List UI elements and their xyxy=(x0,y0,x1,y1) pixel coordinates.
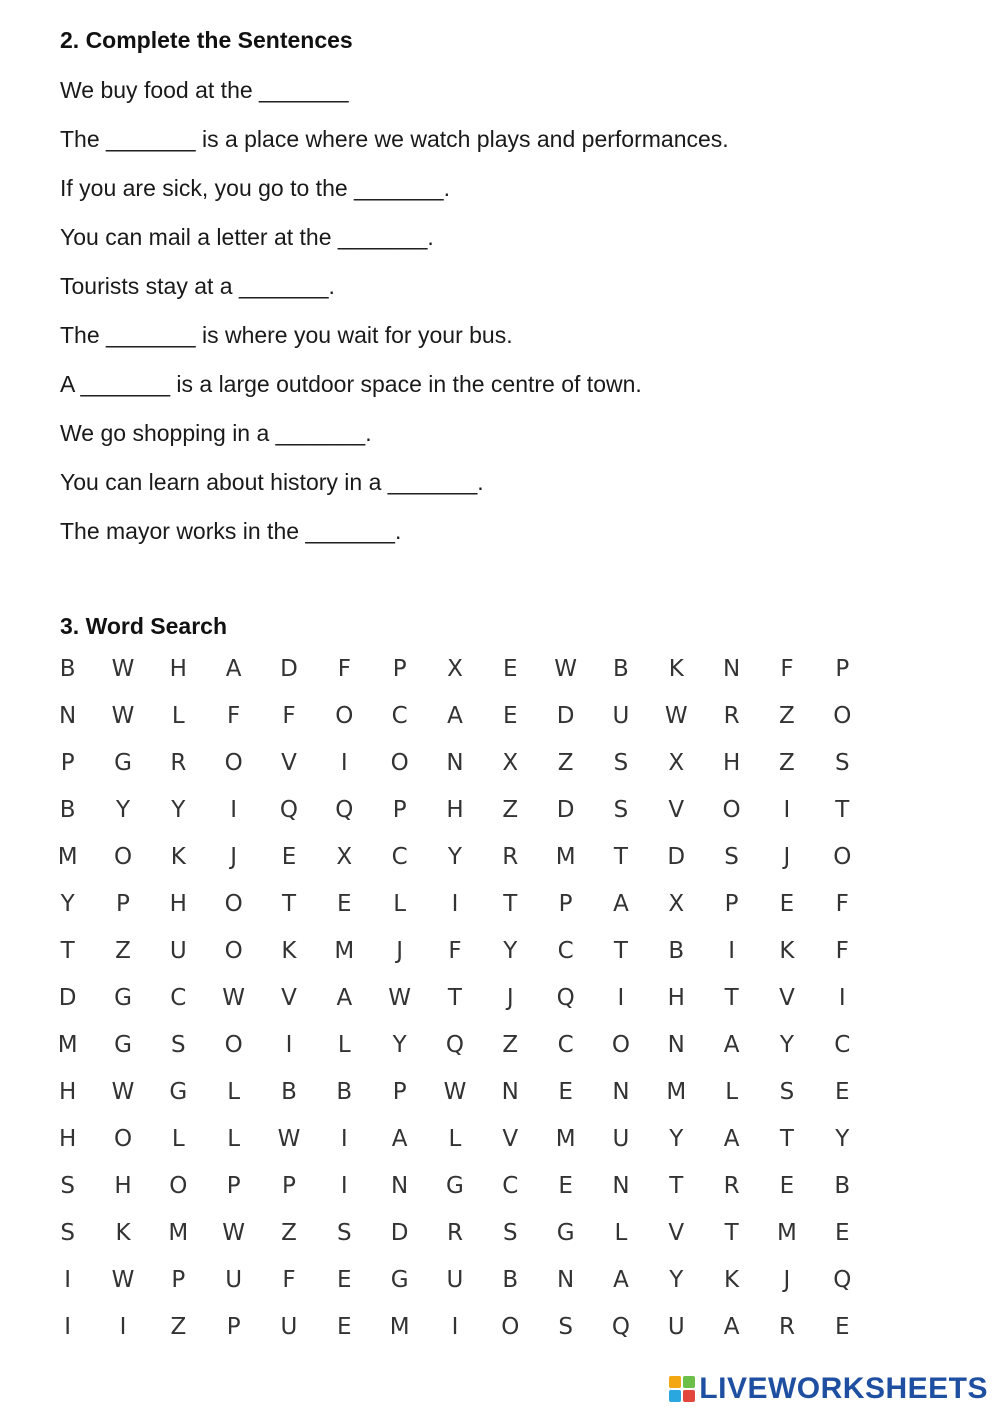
grid-letter[interactable]: E xyxy=(834,1079,850,1105)
grid-letter[interactable]: B xyxy=(59,797,76,823)
liveworksheets-logo-icon xyxy=(669,1376,695,1402)
grid-letter[interactable]: W xyxy=(111,656,135,682)
sentence-item: Tourists stay at a _______. xyxy=(60,273,335,299)
grid-letter[interactable]: U xyxy=(280,1314,298,1340)
grid-letter[interactable]: R xyxy=(502,844,519,870)
grid-letter[interactable]: N xyxy=(501,1079,519,1105)
grid-row xyxy=(40,1305,870,1352)
grid-letter[interactable]: I xyxy=(728,938,735,964)
grid-letter[interactable]: A xyxy=(723,1314,740,1340)
sentence-item: The mayor works in the _______. xyxy=(60,518,402,544)
grid-letter[interactable]: T xyxy=(613,844,628,870)
sentence-item: A _______ is a large outdoor space in the centre of town. xyxy=(60,371,642,397)
grid-letter[interactable]: K xyxy=(779,938,795,964)
grid-letter[interactable]: P xyxy=(835,656,850,682)
grid-letter[interactable]: Y xyxy=(669,1126,684,1152)
grid-letter[interactable]: O xyxy=(833,703,852,729)
grid-letter[interactable]: A xyxy=(723,1126,740,1152)
sentence-item: If you are sick, you go to the _______. xyxy=(60,175,450,201)
grid-letter[interactable]: L xyxy=(227,1126,241,1152)
grid-letter[interactable]: E xyxy=(281,844,297,870)
grid-letter[interactable]: S xyxy=(502,1220,518,1246)
grid-letter[interactable]: Q xyxy=(556,985,575,1011)
grid-letter[interactable]: W xyxy=(554,656,577,682)
grid-letter[interactable]: F xyxy=(282,703,296,729)
grid-letter[interactable]: B xyxy=(834,1173,851,1199)
grid-letter[interactable]: S xyxy=(613,750,629,776)
grid-letter[interactable]: G xyxy=(114,1032,132,1058)
grid-letter[interactable]: Z xyxy=(557,750,574,776)
grid-letter[interactable]: P xyxy=(282,1173,296,1199)
grid-letter[interactable]: C xyxy=(557,1032,574,1058)
grid-letter[interactable]: C xyxy=(834,1032,851,1058)
grid-letter[interactable]: C xyxy=(391,844,408,870)
grid-letter[interactable]: W xyxy=(443,1079,467,1105)
grid-letter[interactable]: E xyxy=(503,656,518,682)
section-title-word-search: 3. Word Search xyxy=(60,613,228,639)
grid-letter[interactable]: G xyxy=(390,1267,409,1293)
grid-letter[interactable]: F xyxy=(835,891,849,917)
grid-letter[interactable]: U xyxy=(612,703,630,729)
grid-letter[interactable]: T xyxy=(835,797,850,823)
grid-letter[interactable]: S xyxy=(60,1220,75,1246)
grid-letter[interactable]: D xyxy=(556,703,575,729)
grid-letter[interactable]: I xyxy=(64,1267,72,1293)
word-search-grid xyxy=(40,647,870,1352)
grid-letter[interactable]: O xyxy=(390,750,409,776)
grid-letter[interactable]: K xyxy=(115,1220,131,1246)
grid-letter[interactable]: D xyxy=(58,985,77,1011)
grid-letter[interactable]: V xyxy=(281,985,297,1011)
grid-letter[interactable]: U xyxy=(169,938,187,964)
grid-letter[interactable]: L xyxy=(393,891,407,917)
grid-letter[interactable]: M xyxy=(389,1314,410,1340)
grid-letter[interactable]: G xyxy=(114,985,132,1011)
grid-letter[interactable]: E xyxy=(337,1314,352,1340)
grid-letter[interactable]: J xyxy=(783,1267,791,1293)
grid-letter[interactable]: H xyxy=(59,1079,77,1105)
grid-row xyxy=(40,741,870,788)
grid-letter[interactable]: E xyxy=(558,1173,573,1199)
grid-letter[interactable]: W xyxy=(388,985,411,1011)
grid-letter[interactable]: P xyxy=(226,1314,241,1340)
grid-row xyxy=(40,882,870,929)
grid-letter[interactable]: P xyxy=(171,1267,186,1293)
grid-letter[interactable]: G xyxy=(446,1173,464,1199)
liveworksheets-branding xyxy=(669,1372,988,1406)
grid-letter[interactable]: R xyxy=(778,1314,795,1340)
grid-letter[interactable]: U xyxy=(446,1267,464,1293)
grid-letter[interactable]: Y xyxy=(115,797,131,823)
grid-row xyxy=(40,694,870,741)
grid-letter[interactable]: P xyxy=(392,656,407,682)
grid-letter[interactable]: B xyxy=(502,1267,519,1293)
grid-letter[interactable]: D xyxy=(390,1220,409,1246)
grid-letter[interactable]: E xyxy=(779,891,795,917)
grid-letter[interactable]: W xyxy=(111,1267,135,1293)
grid-letter[interactable]: U xyxy=(667,1314,685,1340)
sentence-item: You can learn about history in a _______. xyxy=(60,469,484,495)
grid-letter[interactable]: R xyxy=(723,1173,740,1199)
grid-letter[interactable]: Y xyxy=(392,1032,407,1058)
grid-letter[interactable]: F xyxy=(282,1267,296,1293)
grid-letter[interactable]: N xyxy=(391,1173,409,1199)
grid-letter[interactable]: B xyxy=(613,656,629,682)
grid-letter[interactable]: Z xyxy=(281,1220,297,1246)
grid-letter[interactable]: T xyxy=(447,985,462,1011)
grid-letter[interactable]: T xyxy=(669,1173,684,1199)
grid-letter[interactable]: X xyxy=(447,656,463,682)
grid-letter[interactable]: X xyxy=(668,891,685,917)
sentence-item: The _______ is where you wait for your bus. xyxy=(60,322,513,348)
grid-letter[interactable]: H xyxy=(169,656,187,682)
grid-letter[interactable]: R xyxy=(723,703,740,729)
grid-letter[interactable]: E xyxy=(834,1314,850,1340)
grid-letter[interactable]: F xyxy=(227,703,241,729)
grid-letter[interactable]: Z xyxy=(779,703,795,729)
section-title-complete-sentences: 2. Complete the Sentences xyxy=(60,27,353,53)
grid-letter[interactable]: Q xyxy=(445,1032,465,1058)
grid-letter[interactable]: H xyxy=(446,797,464,823)
grid-letter[interactable]: M xyxy=(334,938,355,964)
grid-row xyxy=(40,1023,870,1070)
grid-letter[interactable]: M xyxy=(666,1079,687,1105)
grid-letter[interactable]: J xyxy=(506,985,514,1011)
grid-letter[interactable]: X xyxy=(502,750,519,776)
grid-letter[interactable]: V xyxy=(779,985,795,1011)
grid-letter[interactable]: Y xyxy=(171,797,186,823)
grid-letter[interactable]: G xyxy=(556,1220,575,1246)
grid-letter[interactable]: S xyxy=(834,750,850,776)
grid-letter[interactable]: V xyxy=(668,1220,685,1246)
logo-square xyxy=(683,1376,695,1388)
sentence-item: The _______ is a place where we watch plays and performances. xyxy=(60,126,729,152)
grid-letter[interactable]: T xyxy=(281,891,296,917)
grid-letter[interactable]: C xyxy=(502,1173,519,1199)
grid-letter[interactable]: Y xyxy=(779,1032,794,1058)
grid-letter[interactable]: O xyxy=(169,1173,188,1199)
grid-letter[interactable]: W xyxy=(111,703,135,729)
grid-letter[interactable]: Z xyxy=(502,797,519,823)
grid-letter[interactable]: K xyxy=(170,844,186,870)
grid-letter[interactable]: G xyxy=(114,750,132,776)
grid-letter[interactable]: N xyxy=(446,750,464,776)
grid-letter[interactable]: L xyxy=(448,1126,462,1152)
grid-letter[interactable]: E xyxy=(337,891,352,917)
logo-square xyxy=(669,1376,681,1388)
grid-letter[interactable]: E xyxy=(558,1079,573,1105)
grid-letter[interactable]: Z xyxy=(502,1032,519,1058)
grid-letter[interactable]: T xyxy=(724,985,739,1011)
grid-row xyxy=(40,976,870,1023)
grid-letter[interactable]: L xyxy=(171,703,185,729)
grid-letter[interactable]: T xyxy=(779,1126,794,1152)
grid-letter[interactable]: V xyxy=(281,750,297,776)
grid-letter[interactable]: I xyxy=(617,985,625,1011)
grid-letter[interactable]: L xyxy=(337,1032,351,1058)
grid-letter[interactable]: N xyxy=(667,1032,685,1058)
grid-letter[interactable]: C xyxy=(170,985,187,1011)
grid-letter[interactable]: I xyxy=(451,891,459,917)
grid-letter[interactable]: M xyxy=(57,1032,78,1058)
grid-letter[interactable]: C xyxy=(391,703,408,729)
grid-letter[interactable]: J xyxy=(783,844,791,870)
grid-letter[interactable]: K xyxy=(281,938,297,964)
grid-letter[interactable]: V xyxy=(668,797,685,823)
grid-letter[interactable]: P xyxy=(60,750,75,776)
grid-row xyxy=(40,1211,870,1258)
grid-letter[interactable]: J xyxy=(230,844,238,870)
grid-letter[interactable]: O xyxy=(224,891,243,917)
grid-letter[interactable]: P xyxy=(392,1079,407,1105)
grid-letter[interactable]: F xyxy=(780,656,794,682)
grid-letter[interactable]: L xyxy=(227,1079,241,1105)
grid-letter[interactable]: N xyxy=(612,1173,630,1199)
brand-name: LIVEWORKSHEETS xyxy=(699,1372,988,1405)
grid-row xyxy=(40,1117,870,1164)
grid-row xyxy=(40,1164,870,1211)
grid-letter[interactable]: S xyxy=(337,1220,352,1246)
grid-letter[interactable]: A xyxy=(225,656,242,682)
grid-letter[interactable]: F xyxy=(835,938,849,964)
grid-row xyxy=(40,1070,870,1117)
grid-letter[interactable]: Q xyxy=(611,1314,630,1340)
grid-letter[interactable]: O xyxy=(113,844,133,870)
grid-letter[interactable]: P xyxy=(116,891,130,917)
grid-letter[interactable]: Y xyxy=(835,1126,850,1152)
grid-row xyxy=(40,647,870,694)
grid-letter[interactable]: Z xyxy=(115,938,131,964)
grid-letter[interactable]: U xyxy=(612,1126,630,1152)
grid-letter[interactable]: O xyxy=(833,844,852,870)
grid-letter[interactable]: W xyxy=(277,1126,301,1152)
grid-letter[interactable]: S xyxy=(60,1173,75,1199)
logo-square xyxy=(669,1390,681,1402)
grid-letter[interactable]: O xyxy=(224,938,243,964)
grid-letter[interactable]: D xyxy=(556,797,575,823)
grid-letter[interactable]: I xyxy=(451,1314,459,1340)
grid-letter[interactable]: N xyxy=(557,1267,575,1293)
grid-letter[interactable]: H xyxy=(114,1173,132,1199)
grid-letter[interactable]: H xyxy=(667,985,685,1011)
sentence-list xyxy=(60,74,729,564)
grid-letter[interactable]: G xyxy=(169,1079,188,1105)
grid-letter[interactable]: C xyxy=(557,938,574,964)
grid-letter[interactable]: H xyxy=(59,1126,77,1152)
grid-letter[interactable]: V xyxy=(502,1126,519,1152)
grid-letter[interactable]: W xyxy=(222,1220,246,1246)
grid-letter[interactable]: L xyxy=(171,1126,185,1152)
grid-letter[interactable]: W xyxy=(664,703,688,729)
grid-letter[interactable]: Q xyxy=(833,1267,852,1293)
grid-letter[interactable]: I xyxy=(783,797,791,823)
grid-letter[interactable]: I xyxy=(340,1126,348,1152)
grid-letter[interactable]: M xyxy=(555,1126,576,1152)
grid-letter[interactable]: M xyxy=(555,844,576,870)
grid-letter[interactable]: Y xyxy=(503,938,518,964)
grid-letter[interactable]: M xyxy=(57,844,78,870)
grid-letter[interactable]: W xyxy=(222,985,246,1011)
grid-letter[interactable]: E xyxy=(503,703,518,729)
grid-letter[interactable]: N xyxy=(612,1079,630,1105)
grid-letter[interactable]: H xyxy=(722,750,741,776)
grid-letter[interactable]: I xyxy=(285,1032,293,1058)
grid-letter[interactable]: A xyxy=(447,703,463,729)
grid-letter[interactable]: X xyxy=(336,844,353,870)
grid-row xyxy=(40,929,870,976)
grid-letter[interactable]: M xyxy=(777,1220,797,1246)
grid-letter[interactable]: U xyxy=(225,1267,243,1293)
grid-letter[interactable]: E xyxy=(834,1220,850,1246)
grid-letter[interactable]: P xyxy=(558,891,573,917)
grid-letter[interactable]: A xyxy=(391,1126,408,1152)
sentence-item: We go shopping in a _______. xyxy=(60,420,372,446)
grid-letter[interactable]: K xyxy=(668,656,684,682)
grid-letter[interactable]: R xyxy=(170,750,187,776)
grid-letter[interactable]: F xyxy=(448,938,462,964)
grid-letter[interactable]: I xyxy=(230,797,238,823)
grid-letter[interactable]: D xyxy=(280,656,298,682)
grid-letter[interactable]: S xyxy=(613,797,629,823)
grid-letter[interactable]: B xyxy=(668,938,685,964)
grid-letter[interactable]: S xyxy=(779,1079,795,1105)
grid-letter[interactable]: J xyxy=(396,938,404,964)
grid-letter[interactable]: I xyxy=(64,1314,72,1340)
grid-letter[interactable]: S xyxy=(724,844,739,870)
grid-letter[interactable]: Y xyxy=(60,891,75,917)
grid-letter[interactable]: T xyxy=(724,1220,739,1246)
grid-letter[interactable]: O xyxy=(113,1126,133,1152)
grid-letter[interactable]: K xyxy=(724,1267,740,1293)
grid-letter[interactable]: O xyxy=(335,703,354,729)
grid-letter[interactable]: R xyxy=(446,1220,463,1246)
grid-letter[interactable]: Q xyxy=(279,797,299,823)
grid-letter[interactable]: O xyxy=(224,750,243,776)
grid-letter[interactable]: X xyxy=(668,750,685,776)
grid-letter[interactable]: T xyxy=(503,891,518,917)
grid-row xyxy=(40,788,870,835)
grid-letter[interactable]: H xyxy=(169,891,187,917)
grid-letter[interactable]: N xyxy=(722,656,741,682)
grid-letter[interactable]: I xyxy=(119,1314,127,1340)
grid-letter[interactable]: D xyxy=(667,844,686,870)
grid-letter[interactable]: Z xyxy=(170,1314,187,1340)
grid-letter[interactable]: P xyxy=(724,891,739,917)
grid-letter[interactable]: F xyxy=(337,656,351,682)
grid-letter[interactable]: A xyxy=(723,1032,740,1058)
grid-letter[interactable]: Q xyxy=(335,797,354,823)
sentence-item: We buy food at the _______ xyxy=(60,77,349,103)
grid-letter[interactable]: O xyxy=(501,1314,520,1340)
grid-letter[interactable]: L xyxy=(725,1079,739,1105)
grid-row xyxy=(40,1258,870,1305)
grid-letter[interactable]: B xyxy=(281,1079,297,1105)
grid-letter[interactable]: Z xyxy=(779,750,795,776)
grid-letter[interactable]: O xyxy=(611,1032,630,1058)
grid-letter[interactable]: I xyxy=(340,1173,348,1199)
grid-letter[interactable]: Y xyxy=(669,1267,684,1293)
grid-letter[interactable]: I xyxy=(340,750,348,776)
grid-letter[interactable]: M xyxy=(168,1220,189,1246)
grid-letter[interactable]: B xyxy=(59,656,76,682)
grid-letter[interactable]: P xyxy=(226,1173,241,1199)
grid-letter[interactable]: A xyxy=(336,985,353,1011)
grid-letter[interactable]: O xyxy=(224,1032,243,1058)
grid-letter[interactable]: I xyxy=(838,985,846,1011)
grid-letter[interactable]: Y xyxy=(447,844,462,870)
grid-letter[interactable]: A xyxy=(613,891,629,917)
grid-letter[interactable]: N xyxy=(59,703,77,729)
grid-letter[interactable]: S xyxy=(558,1314,573,1340)
sentence-item: You can mail a letter at the _______. xyxy=(60,224,434,250)
grid-letter[interactable]: T xyxy=(60,938,75,964)
grid-letter[interactable]: A xyxy=(613,1267,629,1293)
grid-letter[interactable]: B xyxy=(336,1079,353,1105)
grid-letter[interactable]: L xyxy=(614,1220,628,1246)
grid-row xyxy=(40,835,870,882)
grid-letter[interactable]: S xyxy=(171,1032,186,1058)
logo-square xyxy=(683,1390,695,1402)
grid-letter[interactable]: O xyxy=(722,797,741,823)
grid-letter[interactable]: E xyxy=(337,1267,352,1293)
grid-letter[interactable]: W xyxy=(111,1079,135,1105)
grid-letter[interactable]: E xyxy=(779,1173,795,1199)
grid-letter[interactable]: T xyxy=(613,938,628,964)
grid-letter[interactable]: P xyxy=(392,797,407,823)
